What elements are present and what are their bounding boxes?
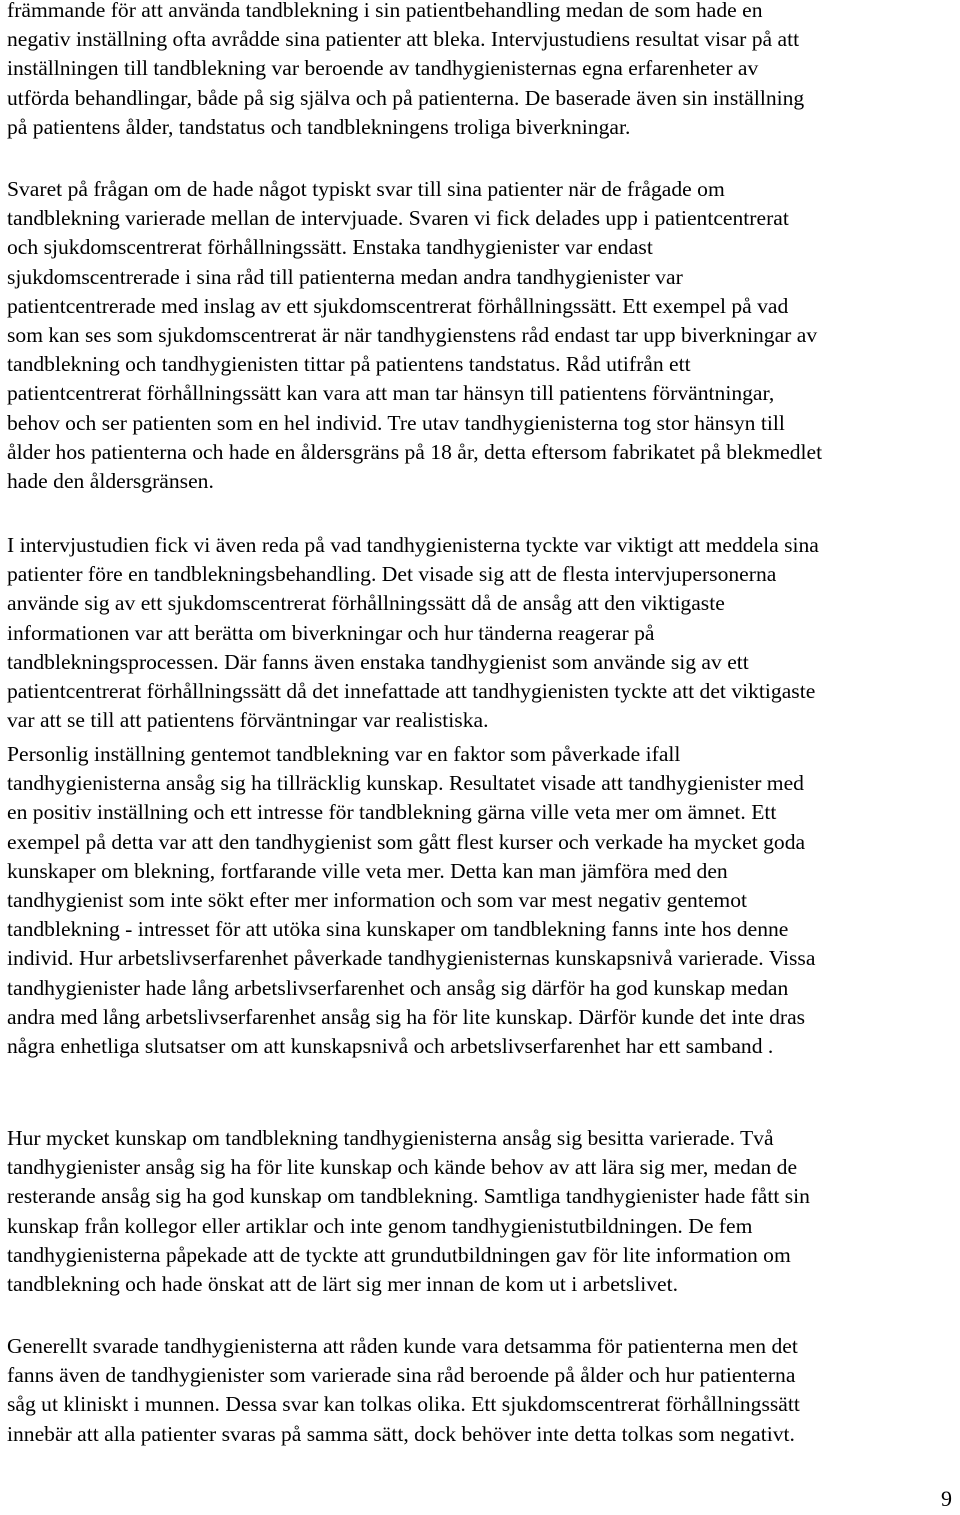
paragraph-knowledge-level: Hur mycket kunskap om tandblekning tandhygienisterna ansåg sig besitta varierade. Två tandhygienister ansåg sig ha för lite kunskap och kände behov av att lära sig mer, medan de resterande ansåg sig ha god kunskap om tandblekning. Samtliga tandhygienister hade fått sin kunskap från kollegor eller artiklar och inte genom tandhygienistutbildningen. De fem tandhygienisterna påpekade att de tyckte att grundutbildningen gav för lite information om tandblekning och hade önskat att de lärt sig mer innan de kom ut i arbetslivet. — [7, 1126, 810, 1297]
paragraph-personal-attitude: Personlig inställning gentemot tandblekning var en faktor som påverkade ifall tandhygienisterna ansåg sig ha tillräcklig kunskap. Resultatet visade att tandhygienister med en positiv inställning och ett intresse för tandblekning gärna ville veta mer om ämnet. Ett exempel på detta var att den tandhygienist som gått flest kurser och verkade ha mycket goda kunskaper om blekning, fortfarande ville veta mer. Detta kan man jämföra med den tandhygienist som inte sökt efter mer information och som var mest negativ gentemot tandblekning - intresset för att utöka sina kunskaper om tandblekning fanns inte hos denne individ. Hur arbetslivserfarenhet påverkade tandhygienisternas kunskapsnivå varierade. Vissa tandhygienister hade lång arbetslivserfarenhet och ansåg sig därför ha god kunskap medan andra med lång arbetslivserfarenhet ansåg sig ha för lite kunskap. Därför kunde det inte dras några enhetliga slutsatser om att kunskapsnivå och arbetslivserfarenhet har ett samband . — [7, 742, 816, 1059]
paragraph-important-information: I intervjustudien fick vi även reda på vad tandhygienisterna tyckte var viktigt att meddela sina patienter före en tandblekningsbehandling. Det visade sig att de flesta intervjupersonerna använde sig av ett sjukdomscentrerat förhållningssätt då de ansåg att den viktigaste informationen var att berätta om biverkningar och hur tänderna reagerar på tandblekningsprocessen. Där fanns även enstaka tandhygienist som använde sig av ett patientcentrerat förhållningssätt då det innefattade att tandhygienisten tyckte att det viktigaste var att se till att patientens förväntningar var realistiska. — [7, 533, 819, 733]
page-number: 9 — [941, 1486, 952, 1511]
paragraph-attitude-results: främmande för att använda tandblekning i sin patientbehandling medan de som hade en negativ inställning ofta avrådde sina patienter att bleka. Intervjustudiens resultat visar på att inställningen till tandblekning var beroende av tandhygienisternas egna erfarenheter av utförda behandlingar, både på sig själva och på patienterna. De baserade även sin inställning på patientens ålder, tandstatus och tandblekningens troliga biverkningar. — [7, 0, 805, 139]
paragraph-typical-answers: Svaret på frågan om de hade något typiskt svar till sina patienter när de frågade om tandblekning varierade mellan de intervjuade. Svaren vi fick delades upp i patientcentrerat och sjukdomscentrerat förhållningssätt. Enstaka tandhygienister var endast sjukdomscentrerade i sina råd till patienterna medan andra tandhygienister var patientcentrerade med inslag av ett sjukdomscentrerat förhållningssätt. Ett exempel på vad som kan ses som sjukdomscentrerat är när tandhygienstens råd endast tar upp biverkningar av tandblekning och tandhygienisten tittar på patientens tandstatus. Råd utifrån ett patientcentrerat förhållningssätt kan vara att man tar hänsyn till patientens förväntningar, behov och ser patienten som en hel individ. Tre utav tandhygienisterna tog stor hänsyn till ålder hos patienterna och hade en åldersgräns på 18 år, detta eftersom fabrikatet på blekmedlet hade den åldersgränsen. — [7, 177, 823, 494]
paragraph-general-advice: Generellt svarade tandhygienisterna att råden kunde vara detsamma för patienterna men det fanns även de tandhygienister som varierade sina råd beroende på ålder och hur patienterna såg ut kliniskt i munnen. Dessa svar kan tolkas olika. Ett sjukdomscentrerat förhållningssätt innebär att alla patienter svaras på samma sätt, dock behöver inte detta tolkas som negativt. — [7, 1334, 800, 1446]
